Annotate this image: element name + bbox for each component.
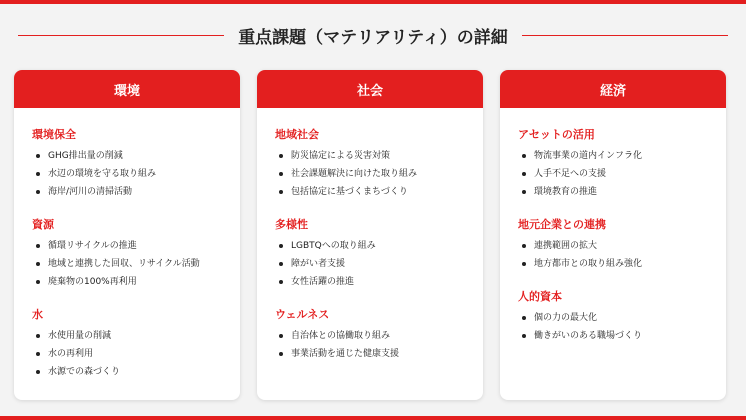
title-rule-left — [18, 35, 224, 36]
list-item-text: 水の再利用 — [48, 349, 94, 359]
section-heading: 資源 — [32, 218, 54, 231]
list-item — [518, 309, 708, 327]
bullet-dot-icon — [522, 172, 526, 176]
card-environment — [14, 70, 240, 400]
bullet-dot-icon — [36, 244, 40, 248]
card-body — [500, 108, 726, 345]
list-item-text: 自治体との協働取り組み — [291, 331, 391, 341]
topic-section — [275, 308, 465, 363]
list-item-text: 働きがいのある職場づくり — [534, 331, 643, 341]
list-item — [32, 183, 222, 201]
bullet-dot-icon — [279, 352, 283, 356]
bullet-dot-icon — [522, 244, 526, 248]
bullet-dot-icon — [279, 334, 283, 338]
topic-section — [32, 218, 222, 291]
title-rule-right — [522, 35, 728, 36]
page-title: 重点課題（マテリアリティ）の詳細 — [238, 27, 508, 48]
card-economy — [500, 70, 726, 400]
section-heading: 地域社会 — [275, 128, 319, 141]
bullet-dot-icon — [36, 280, 40, 284]
list-item — [32, 165, 222, 183]
topic-section — [275, 218, 465, 291]
list-item — [32, 327, 222, 345]
list-item-text: 廃棄物の100%再利用 — [48, 277, 137, 287]
list-item-text: 循環リサイクルの推進 — [48, 241, 137, 251]
topic-section — [518, 128, 708, 201]
card-header: 社会 — [257, 70, 483, 108]
bullet-dot-icon — [279, 244, 283, 248]
list-item-text: GHG排出量の削減 — [48, 151, 123, 161]
bullet-dot-icon — [522, 190, 526, 194]
list-item — [518, 183, 708, 201]
materiality-columns — [14, 70, 744, 400]
topic-section — [275, 128, 465, 201]
top-accent-bar — [0, 0, 746, 4]
bullet-dot-icon — [279, 262, 283, 266]
list-item — [275, 255, 465, 273]
bullet-dot-icon — [36, 172, 40, 176]
bullet-dot-icon — [36, 352, 40, 356]
bullet-dot-icon — [279, 172, 283, 176]
card-society — [257, 70, 483, 400]
list-item — [32, 273, 222, 291]
bottom-accent-bar — [0, 416, 746, 420]
list-item-text: 障がい者支援 — [291, 259, 346, 269]
card-body — [14, 108, 240, 381]
list-item-text: LGBTQへの取り組み — [291, 241, 376, 251]
list-item-text: 社会課題解決に向けた取り組み — [291, 169, 418, 179]
bullet-dot-icon — [279, 190, 283, 194]
bullet-dot-icon — [36, 334, 40, 338]
bullet-dot-icon — [522, 154, 526, 158]
list-item — [518, 147, 708, 165]
list-item — [275, 273, 465, 291]
list-item-text: 海岸/河川の清掃活動 — [48, 187, 133, 197]
bullet-dot-icon — [36, 190, 40, 194]
list-item — [32, 237, 222, 255]
list-item-text: 女性活躍の推進 — [291, 277, 355, 287]
list-item-text: 環境教育の推進 — [534, 187, 598, 197]
card-body — [257, 108, 483, 363]
topic-section — [518, 290, 708, 345]
list-item-text: 個の力の最大化 — [534, 313, 598, 323]
bullet-dot-icon — [522, 316, 526, 320]
list-item — [275, 147, 465, 165]
list-item — [275, 183, 465, 201]
bullet-dot-icon — [279, 154, 283, 158]
list-item — [275, 237, 465, 255]
list-item-text: 物流事業の道内インフラ化 — [534, 151, 643, 161]
bullet-dot-icon — [36, 262, 40, 266]
list-item — [518, 327, 708, 345]
title-row — [18, 22, 728, 48]
list-item — [518, 165, 708, 183]
card-header: 経済 — [500, 70, 726, 108]
section-heading: 地元企業との連携 — [518, 218, 606, 231]
list-item — [275, 327, 465, 345]
list-item — [518, 255, 708, 273]
section-heading: 多様性 — [275, 218, 308, 231]
list-item-text: 水辺の環境を守る取り組み — [48, 169, 157, 179]
list-item — [32, 363, 222, 381]
list-item — [32, 345, 222, 363]
section-heading: 水 — [32, 308, 43, 321]
list-item-text: 水使用量の削減 — [48, 331, 112, 341]
section-heading: 人的資本 — [518, 290, 562, 303]
list-item — [32, 147, 222, 165]
topic-section — [32, 128, 222, 201]
section-heading: 環境保全 — [32, 128, 76, 141]
card-header: 環境 — [14, 70, 240, 108]
bullet-dot-icon — [36, 154, 40, 158]
list-item — [518, 237, 708, 255]
list-item — [275, 165, 465, 183]
bullet-dot-icon — [36, 370, 40, 374]
topic-section — [32, 308, 222, 381]
list-item — [32, 255, 222, 273]
list-item-text: 連携範囲の拡大 — [534, 241, 598, 251]
section-heading: アセットの活用 — [518, 128, 595, 141]
list-item-text: 防災協定による災害対策 — [291, 151, 391, 161]
bullet-dot-icon — [522, 334, 526, 338]
bullet-dot-icon — [279, 280, 283, 284]
topic-section — [518, 218, 708, 273]
list-item-text: 事業活動を通じた健康支援 — [291, 349, 400, 359]
list-item — [275, 345, 465, 363]
list-item-text: 地域と連携した回収、リサイクル活動 — [48, 259, 200, 269]
section-heading: ウェルネス — [275, 308, 330, 321]
list-item-text: 水源での森づくり — [48, 367, 121, 377]
list-item-text: 人手不足への支援 — [534, 169, 607, 179]
list-item-text: 地方都市との取り組み強化 — [534, 259, 643, 269]
bullet-dot-icon — [522, 262, 526, 266]
list-item-text: 包括協定に基づくまちづくり — [291, 187, 408, 197]
